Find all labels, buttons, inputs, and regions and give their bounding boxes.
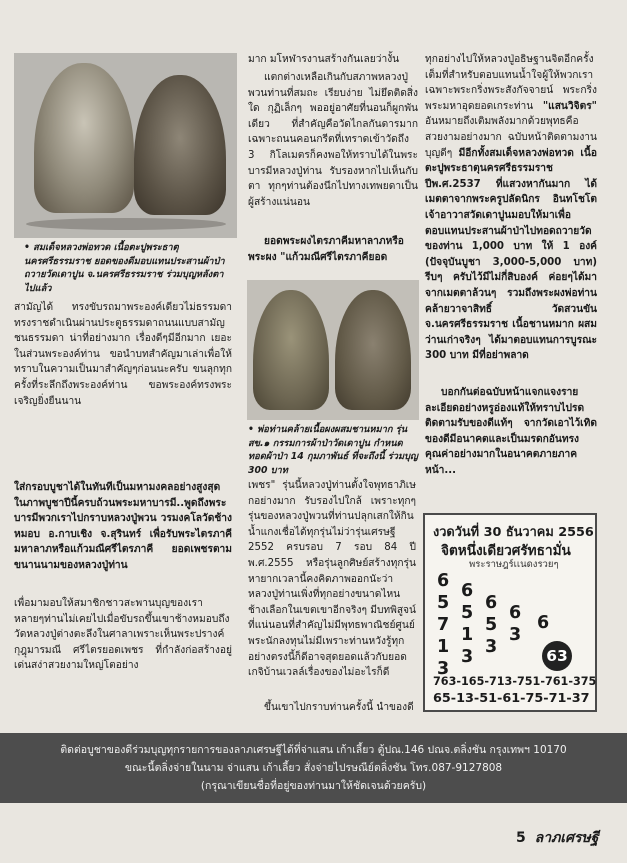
footer-line: (กรุณาเขียนชื่อที่อยู่ของท่านมาให้ชัดเจนด้วยครับ) — [200, 780, 427, 792]
left-column-para2: ใส่กรอบบูชาได้ในทันทีเป็นมหามงคลอย่างสูงสุดในภาพบูชาปีนี้ครบถ้วนพระมหาบารมี..พูดถึงพระบารมีพวกเราไปกราบหลวงปู่พวน วรมงคโลวัดช้างหมอบ อ.กาบเชิง จ.สุรินทร์ เพื่อรับพระไตรภาคีมหาลาภหรือแก้วมณีศรีไตรภาคี ยอดเพชรตามขนานนามของหลวงปู่ท่าน — [14, 482, 232, 571]
amulet-back-image — [335, 290, 411, 410]
caption-middle: • พ่อท่านคล้ายเนื้อผงผสมชานหมาก รุ่น สข.๑ กรรมการผ้าป่าวัดเดาปูน กำหนดทอดผ้าป่า 14 กุมภาพันธ์ ที่จะถึงนี้ ร่วมบุญ 300 บาท — [248, 424, 418, 476]
left-column-para3: เพื่อมามอบให้สมาชิกชาวสะพานบุญของเรา หลายๆท่านไม่เคยไปเมื่อขับรถขึ้นเขาช้างหมอบถึงวัดหลวงปู่ต่างตะลึงในศาลาเพราะเห็นพระปรางค์กุฎุมารมณี ศรีไตรยอดเพชร ที่กำลังก่อสร้างอยู่ เด่นสง่าสวยงามใหญ่โตอย่าง — [14, 598, 232, 672]
page-number: 5 — [516, 830, 526, 846]
amulet-photo-top — [14, 53, 237, 238]
lottery-number: 3 — [437, 659, 450, 679]
right-para1-text: ทุกอย่างไปให้หลวงปู่อธิษฐานจิตอีกครั้ง เต็มที่สำหรับตอบแทนน้ำใจผู้ให้พวกเราเฉพาะพระกริ่งพระสังกัจจายน์ พระกริ่งพระมหาอุดยอดเกระท่าน — [425, 54, 597, 112]
right-para1b-text: อันหมายถึงเติมพลังมากด้วยพุทธคือ สวยงามอย่างมาก ฉบับหน้าติดตามงานบุญดีๆ — [425, 116, 597, 159]
lottery-number: 6 — [485, 593, 498, 613]
mid-column-para3: ยอดพระผงไตรภาคีมหาลาภหรือพระผง "แก้วมณีศรีไตรภาคียอด — [248, 236, 404, 263]
lottery-title: จิตหนึ่งเดียวศรัทธามั่น — [441, 543, 571, 559]
lottery-subtitle: พระราษฎร์เเนดงรวยๆ — [469, 559, 559, 570]
footer-line: ติดต่อบูชาของดีร่วมบุญทุกรายการของลาภเศรษฐีได้ที่จ่าแสน เก้าเลี้ยว ตู้ปณ.146 ปณจ.ตลิ่งชัน กรุงเทพฯ 10170 — [60, 744, 567, 756]
mid-column-para2: แตกต่างเหลือเกินกับสภาพหลวงปู่พวนท่านที่สมถะ เรียบง่าย ไม่ยึดติดสิ่งใด กุฏิเล็กๆ พออยู่อาศัยที่นอนก็ผูกพันเดียว ที่สำคัญคือวัดไกลกันดารมาก เฉพาะถนนคอนกรีตที่เทราดเข้าวัดถึง 3 กิโลเมตรก็คงพอให้ทราบได้ในพระบารมีหลวงปู่ท่าน รับรองหากไปเห็นกับตา ทุกๆท่านต้องนึกไปทางเทพยดาเป็นผู้สร้างแน่นอน — [248, 72, 418, 208]
amulet-photo-middle — [247, 280, 419, 420]
mid-column-para1: มาก มโหฬารงานสร้างกันเลยว่างั้น — [248, 54, 400, 65]
lottery-number: 5 — [485, 615, 498, 635]
footer-contact-band — [0, 733, 627, 803]
footer-line: ขณะนี้ตลิ่งจ่ายในนาม จ่าแสน เก้าเลี้ยว สั่งจ่ายไปรษณีย์ตลิ่งชัน โทร.087-9127808 — [124, 762, 503, 774]
amulet-back-image — [134, 75, 226, 215]
lottery-number: 6 — [509, 603, 522, 623]
right-para2-bold: มีอีกทั้งสมเด็จหลวงพ่อทวด เนื้อตะปูพระธาตุนครศรีธรรมราช ปีพ.ศ.2537 ที่แสวงหากันมาก ได้เมตตาจากพระครูปลัดนิกร อินทโชโต เจ้าอาวาสวัดเดาปูนมอบให้มาเพื่อตอบแทนประสานผ้าป่าไปทอดถวายวัดของท่าน 1,000 บาท ให้ 1 องค์ (ปัจจุบันบูชา 3,000-5,000 บาท) รีบๆ ครับไว้มีไม่กี่สิบองค์ ค่อยๆได้มาจากเมตตาล้วนๆ รวมถึงพระผงพ่อท่านคล้ายวาจาสิทธิ์ วัดสวนขัน จ.นครศรีธรรมราช เนื้อชานหมาก ผสมว่านเก่าจริงๆ ได้มาตอบแทนการบูรณะ 300 บาท มีที่อย่าพลาด — [425, 147, 597, 362]
lottery-triples: 763-165-713-751-761-375 — [433, 675, 597, 688]
lottery-date: งวดวันที่ 30 ธันวาคม 2556 — [433, 525, 594, 540]
amulet-front-image — [253, 290, 329, 410]
lottery-number: 6 — [437, 571, 450, 591]
amulet-front-image — [34, 63, 134, 213]
lottery-number: 6 — [461, 581, 474, 601]
right-para1-bold: "แสนวิจิตร" — [542, 100, 597, 112]
lottery-number: 3 — [461, 647, 474, 667]
page-footer — [516, 827, 598, 849]
mid-column-para5: ขึ้นเขาไปกราบท่านครั้งนี้ นำของดี — [264, 702, 414, 713]
photo-shadow — [26, 218, 226, 230]
right-column-para3: บอกกันต่อฉบับหน้าแจกแจงรายละเอียดอย่างหรูอ่องแท้ให้ทราบไปรดติดตามรับของดีแท้ๆ จากวัดเอาไว้เทิดของดีมีอนาคตและเป็นมรดกอันทรงคุณค่าอย่างมากในอนาคตภายภาคหน้า... — [425, 387, 597, 476]
lottery-number: 6 — [537, 613, 550, 633]
lottery-number: 5 — [437, 593, 450, 613]
caption-top: • สมเด็จหลวงพ่อทวด เนื้อตะปูพระธาตุนครศรีธรรมราช ยอดของดีมอบแทนประสานผ้าป่าถวายวัดเดาปูน จ.นครศรีธรรมราช ร่วมบุญหลังตาไปแล้ว — [24, 242, 225, 294]
lottery-pairs: 65-13-51-61-75-71-37 — [433, 691, 590, 706]
lottery-number: 3 — [485, 637, 498, 657]
lottery-highlight-number: 63 — [542, 641, 572, 671]
lottery-number: 5 — [461, 603, 474, 623]
lottery-number: 1 — [437, 637, 450, 657]
lottery-numbers-box — [423, 513, 597, 712]
mid-column-para4: เพชร" รุ่นนี้หลวงปู่ท่านตั้งใจพุทธาภิเษกอย่างมาก รับรองไปใกล้ เพราะทุกๆรุ่นของหลวงปู่พวนที่ท่านปลุกเสกให้กินน้ำแกงเชื่อได้ทุกรุ่นไม่ว่ารุ่นเศรษฐี 2552 ครบรอบ 7 รอบ 84 ปี พ.ศ.2555 หรือรุ่นลูกศิษย์สร้างทุกรุ่นหายากเวลานี้คงคิดภาพออกนัะว่า หลวงปู่ท่านเพิ่งที่ทุกอย่างขนาดไหนช้างเลือกในเขตเขาอีกจริงๆ มีบทพิสูจน์ที่แน่นอนที่สำคัญไม่มีพุทธพาณิชย์ศูนย์พระนักลงทุนไม่มีเพราะท่านหวังรู้ทุกอย่างตรงนี้ก็ดีอาจสุดยอดแล้วกับยอดเกจิบ้านเวลล์เรื่องของไม่อะไรก็ดี — [248, 480, 416, 679]
right-column-para1 — [425, 52, 597, 364]
lottery-number: 7 — [437, 615, 450, 635]
left-column-para1: สามัญได้ ทรงขับรถมาพระองค์เดียวไม่ธรรมดา ทรงราชดำเนินผ่านประตูธรรมดาถนนแบบสามัญชนธรรมดา น่าที่อย่างมาก เรื่องดีๆมีอีกมาก เยอะในส่วนพระองค์ท่าน ขอนำบทสำคัญมาเล่าเพื่อให้ทราบในความเป็นมาสำคัญๆก่อนนะครับ ขนลุกทุกครั้งที่ระลึกถึงพระองค์ท่าน ขอพระองค์ทรงพระเจริญยิ่งยืนนาน — [14, 302, 232, 407]
lottery-number: 1 — [461, 625, 474, 645]
lottery-number: 3 — [509, 625, 522, 645]
magazine-logo: ลาภเศรษฐี — [534, 830, 599, 846]
